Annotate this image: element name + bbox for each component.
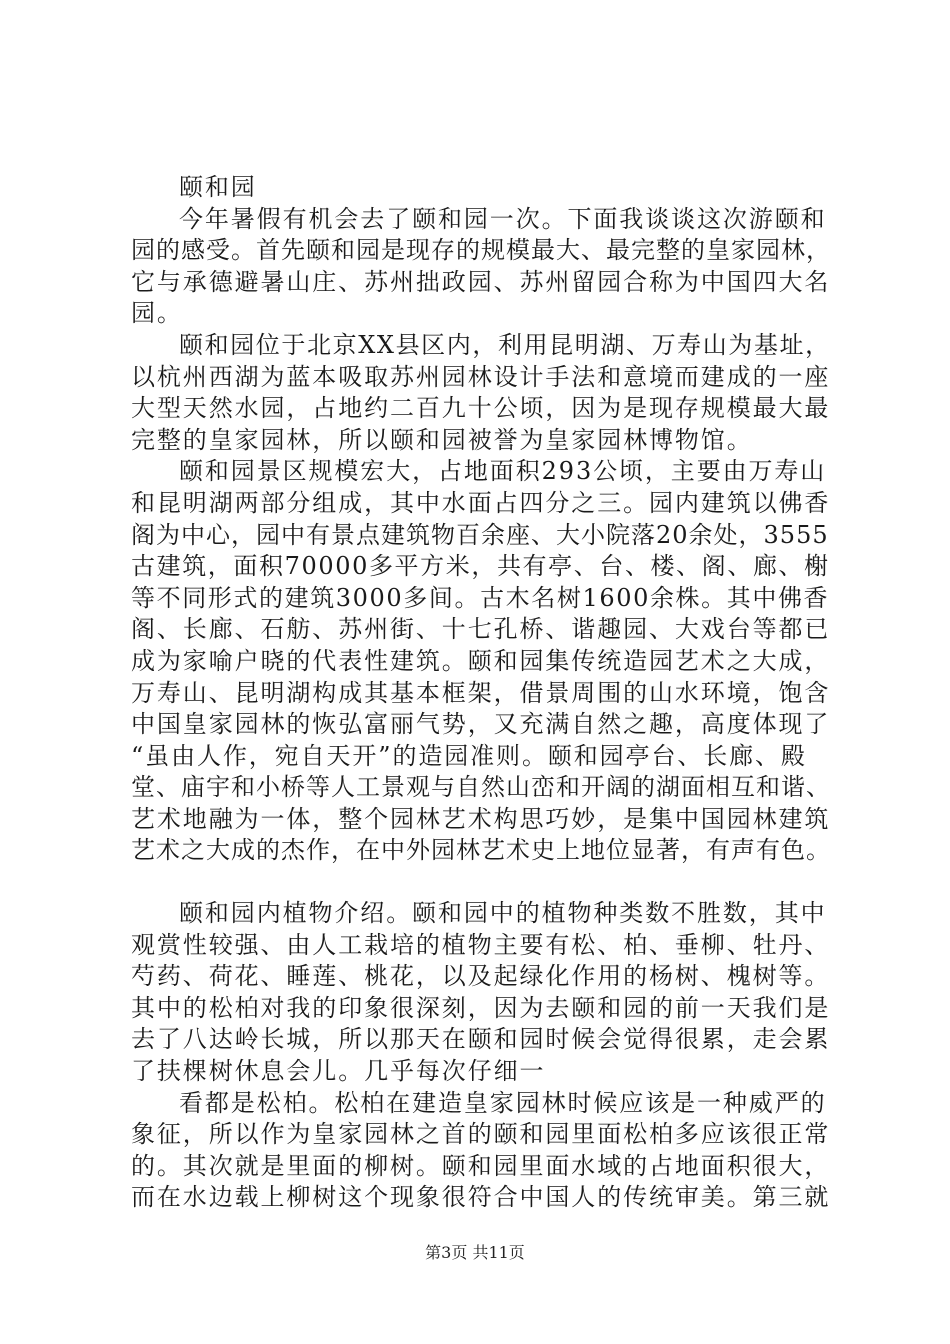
paragraph-line: 芍药、荷花、睡莲、桃花，以及起绿化作用的杨树、槐树等。 (131, 962, 831, 991)
paragraph-line: 阁为中心，园中有景点建筑物百余座、大小院落20余处，3555 (131, 520, 829, 549)
paragraph-line: 成为家喻户晓的代表性建筑。颐和园集传统造园艺术之大成， (131, 646, 831, 675)
paragraph-line: 大型天然水园，占地约二百九十公顷，因为是现存规模最大最 (131, 394, 831, 423)
paragraph-5 (131, 1088, 831, 1214)
paragraph-line: 园的感受。首先颐和园是现存的规模最大、最完整的皇家园林， (131, 236, 831, 265)
document-body (131, 172, 831, 1214)
paragraph-line: 其中的松柏对我的印象很深刻，因为去颐和园的前一天我们是 (131, 993, 831, 1022)
paragraph-line: 的。其次就是里面的柳树。颐和园里面水域的占地面积很大， (131, 1151, 831, 1180)
paragraph-1 (131, 204, 831, 330)
paragraph-line: 观赏性较强、由人工栽培的植物主要有松、柏、垂柳、牡丹、 (131, 930, 831, 959)
paragraph-line: 等不同形式的建筑3000多间。古木名树1600余株。其中佛香 (131, 583, 830, 612)
paragraph-line: 艺术之大成的杰作，在中外园林艺术史上地位显著，有声有色。 (131, 836, 831, 865)
paragraph-line: 以杭州西湖为蓝本吸取苏州园林设计手法和意境而建成的一座 (131, 362, 831, 391)
paragraph-line: 了扶棵树休息会儿。几乎每次仔细一 (131, 1057, 546, 1086)
paragraph-line: 古建筑，面积70000多平方米，共有亭、台、楼、阁、廊、榭 (131, 552, 830, 581)
paragraph-line: 阁、长廊、石舫、苏州街、十七孔桥、谐趣园、大戏台等都已 (131, 615, 831, 644)
paragraph-line: 颐和园位于北京XX县区内，利用昆明湖、万寿山为基址， (179, 330, 831, 359)
paragraph-spacer (131, 867, 831, 898)
paragraph-line: 它与承德避暑山庄、苏州拙政园、苏州留园合称为中国四大名 (131, 267, 831, 296)
paragraph-line: 艺术地融为一体，整个园林艺术构思巧妙，是集中国园林建筑 (131, 804, 831, 833)
paragraph-line: 园。 (131, 299, 183, 328)
paragraph-line: 完整的皇家园林，所以颐和园被誉为皇家园林博物馆。 (131, 425, 753, 454)
page-number: 第3页 共11页 (425, 1243, 525, 1262)
document-title: 颐和园 (179, 173, 257, 201)
paragraph-line: 看都是松柏。松柏在建造皇家园林时候应该是一种威严的 (179, 1088, 827, 1117)
paragraph-2 (131, 330, 831, 456)
paragraph-line: 去了八达岭长城，所以那天在颐和园时候会觉得很累，走会累 (131, 1025, 831, 1054)
paragraph-line: 颐和园内植物介绍。颐和园中的植物种类数不胜数，其中 (179, 899, 827, 928)
paragraph-line: 万寿山、昆明湖构成其基本框架，借景周围的山水环境，饱含 (131, 678, 831, 707)
paragraph-line: 而在水边载上柳树这个现象很符合中国人的传统审美。第三就 (131, 1183, 831, 1212)
paragraph-line: 象征，所以作为皇家园林之首的颐和园里面松柏多应该很正常 (131, 1120, 831, 1149)
paragraph-line: 颐和园景区规模宏大，占地面积293公顷，主要由万寿山 (179, 457, 827, 486)
paragraph-4 (131, 898, 831, 1088)
paragraph-3 (131, 456, 831, 867)
paragraph-line: 和昆明湖两部分组成，其中水面占四分之三。园内建筑以佛香 (131, 488, 831, 517)
paragraph-line: “虽由人作，宛自天开”的造园准则。颐和园亭台、长廊、殿 (131, 741, 807, 770)
paragraph-line: 中国皇家园林的恢弘富丽气势，又充满自然之趣，高度体现了 (131, 710, 831, 739)
paragraph-line: 今年暑假有机会去了颐和园一次。下面我谈谈这次游颐和 (179, 204, 827, 233)
paragraph-line: 堂、庙宇和小桥等人工景观与自然山峦和开阔的湖面相互和谐、 (131, 773, 831, 802)
